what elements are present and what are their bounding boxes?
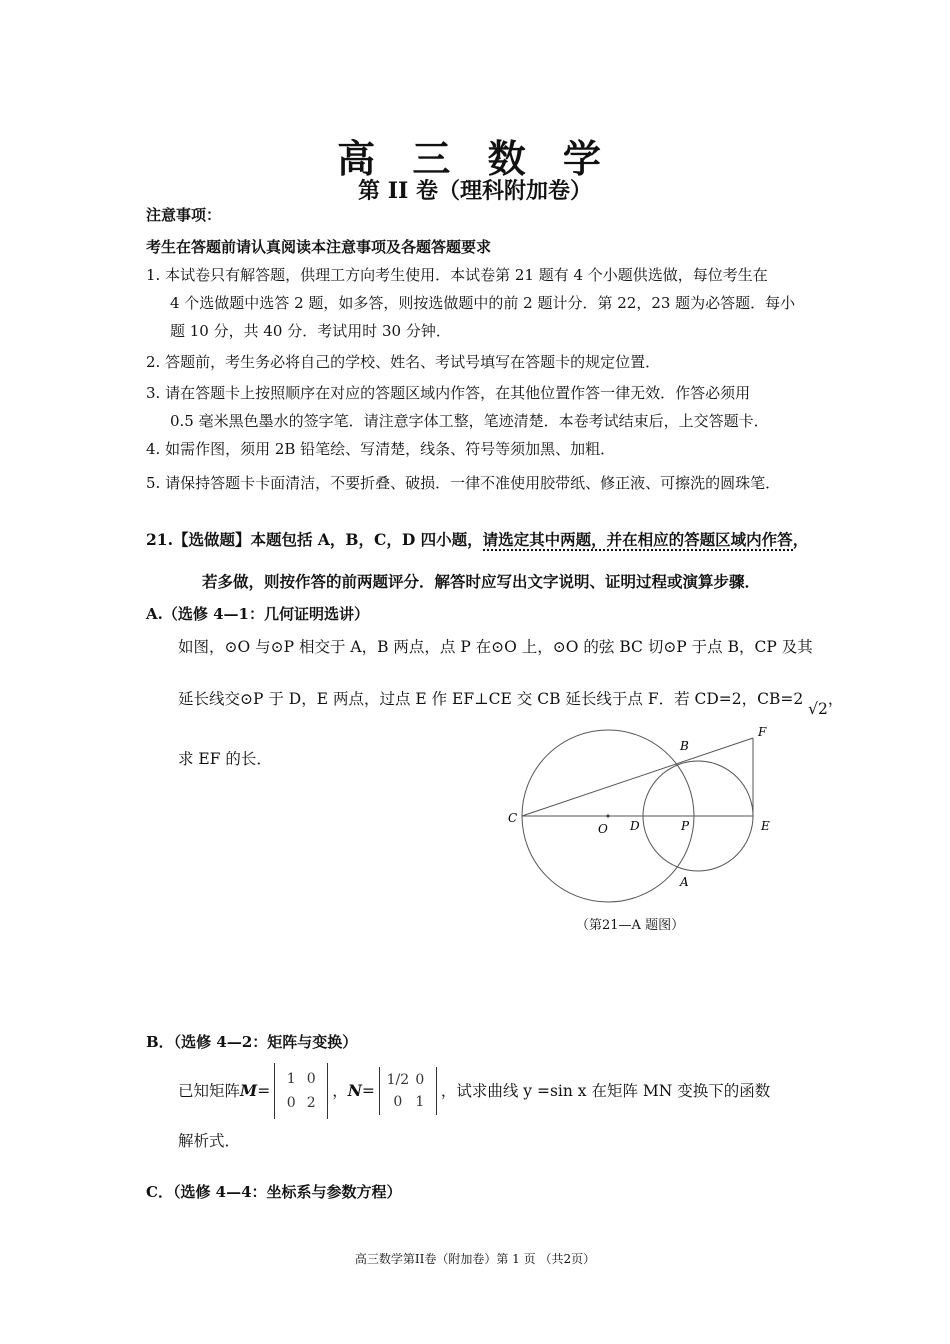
notice-item: 5. 请保持答题卡卡面清洁，不要折叠、破损．一律不准使用胶带纸、修正液、可擦洗的圆珠笔． xyxy=(146,474,781,492)
part-a-line1: 如图，⊙O 与⊙P 相交于 A，B 两点，点 P 在⊙O 上，⊙O 的弦 BC 切⊙P 于点 B，CP 及其 xyxy=(178,638,813,656)
notice-item: 1. 本试卷只有解答题，供理工方向考生使用．本试卷第 21 题有 4 个小题供选做，每位考生在 xyxy=(146,266,768,284)
page-footer: 高三数学第II卷（附加卷）第 1 页 （共2页） xyxy=(354,1252,596,1266)
page-title: 高 三 数 学 xyxy=(337,136,613,181)
center-o-dot xyxy=(607,815,610,818)
q21-emphasis: 请选定其中两题，并在相应的答题区域内作答 xyxy=(482,530,793,549)
equals: = xyxy=(257,1082,271,1100)
label-o: O xyxy=(598,822,608,836)
part-b-line1 xyxy=(178,1058,770,1124)
part-b-post: ，试求曲线 y =sin x 在矩阵 MN 变换下的函数 xyxy=(440,1082,771,1100)
matrix-m xyxy=(274,1063,328,1119)
matrix-n-cell: 0 xyxy=(393,1094,403,1110)
notice-item: 4. 如需作图，须用 2B 铅笔绘、写清楚，线条、符号等须加黑、加粗． xyxy=(146,440,616,458)
equals: = xyxy=(361,1082,375,1100)
matrix-m-cell: 1 xyxy=(286,1071,296,1087)
matrix-n-cell: 1/2 xyxy=(386,1072,410,1088)
matrix-n xyxy=(379,1067,437,1115)
label-p: P xyxy=(681,819,690,833)
matrix-m-cell: 0 xyxy=(306,1071,316,1087)
matrix-m-cell: 2 xyxy=(306,1095,316,1111)
part-b-line2: 解析式． xyxy=(178,1132,241,1150)
notice-item: 3. 请在答题卡上按照顺序在对应的答题区域内作答，在其他位置作答一律无效．作答必须用 xyxy=(146,384,751,402)
part-b-pre: 已知矩阵 xyxy=(178,1082,241,1100)
label-d: D xyxy=(630,819,640,833)
notice-item: 2. 答题前，考生务必将自己的学校、姓名、考试号填写在答题卡的规定位置． xyxy=(146,353,661,371)
question-21-instructions: 若多做，则按作答的前两题评分．解答时应写出文字说明、证明过程或演算步骤． xyxy=(202,572,761,591)
part-a-comma: ， xyxy=(827,690,844,708)
part-b-heading: B．（选修 4—2：矩阵与变换） xyxy=(146,1033,358,1051)
part-a-line2-text: 延长线交⊙P 于 D，E 两点，过点 E 作 EF⊥CE 交 CB 延长线于点 F．若 CD=2，CB=2 xyxy=(178,690,804,708)
label-e: E xyxy=(761,819,770,833)
label-a: A xyxy=(680,875,689,889)
matrix-n-cell: 1 xyxy=(415,1094,425,1110)
separator: ， xyxy=(332,1082,348,1100)
part-c-heading: C．（选修 4—4：坐标系与参数方程） xyxy=(146,1183,402,1201)
part-a-line3: 求 EF 的长． xyxy=(178,750,272,768)
part-a-heading: A.（选修 4—1：几何证明选讲） xyxy=(146,605,369,623)
label-c: C xyxy=(508,811,518,825)
q21-comma: ， xyxy=(792,530,809,549)
label-f: F xyxy=(758,725,767,739)
line-cf xyxy=(522,738,753,816)
question-21-intro xyxy=(146,528,808,550)
matrix-n-cell: 0 xyxy=(415,1072,425,1088)
notice-subheading: 考生在答题前请认真阅读本注意事项及各题答题要求 xyxy=(146,238,492,256)
notice-item: 0.5 毫米黑色墨水的签字笔．请注意字体工整，笔迹清楚．本卷考试结束后，上交答题卡． xyxy=(170,412,769,430)
notice-heading: 注意事项： xyxy=(146,206,222,224)
notice-item: 题 10 分，共 40 分．考试用时 30 分钟． xyxy=(170,322,451,340)
notice-item: 4 个选做题中选答 2 题，如多答，则按选做题中的前 2 题计分．第 22，23 题为必答题．每小 xyxy=(170,294,796,312)
matrix-n-symbol: N xyxy=(347,1081,362,1100)
geometry-figure xyxy=(500,718,800,918)
page-subtitle: 第 II 卷（理科附加卷） xyxy=(358,178,592,204)
label-b: B xyxy=(680,739,689,753)
part-a-line2 xyxy=(178,686,844,718)
q21-prefix: 21.【选做题】本题包括 A，B，C，D 四小题， xyxy=(146,530,483,549)
matrix-m-symbol: M xyxy=(240,1081,258,1100)
sqrt-two: √2 xyxy=(808,700,828,718)
figure-caption: （第21—A 题图） xyxy=(576,918,685,933)
matrix-m-cell: 0 xyxy=(286,1095,296,1111)
